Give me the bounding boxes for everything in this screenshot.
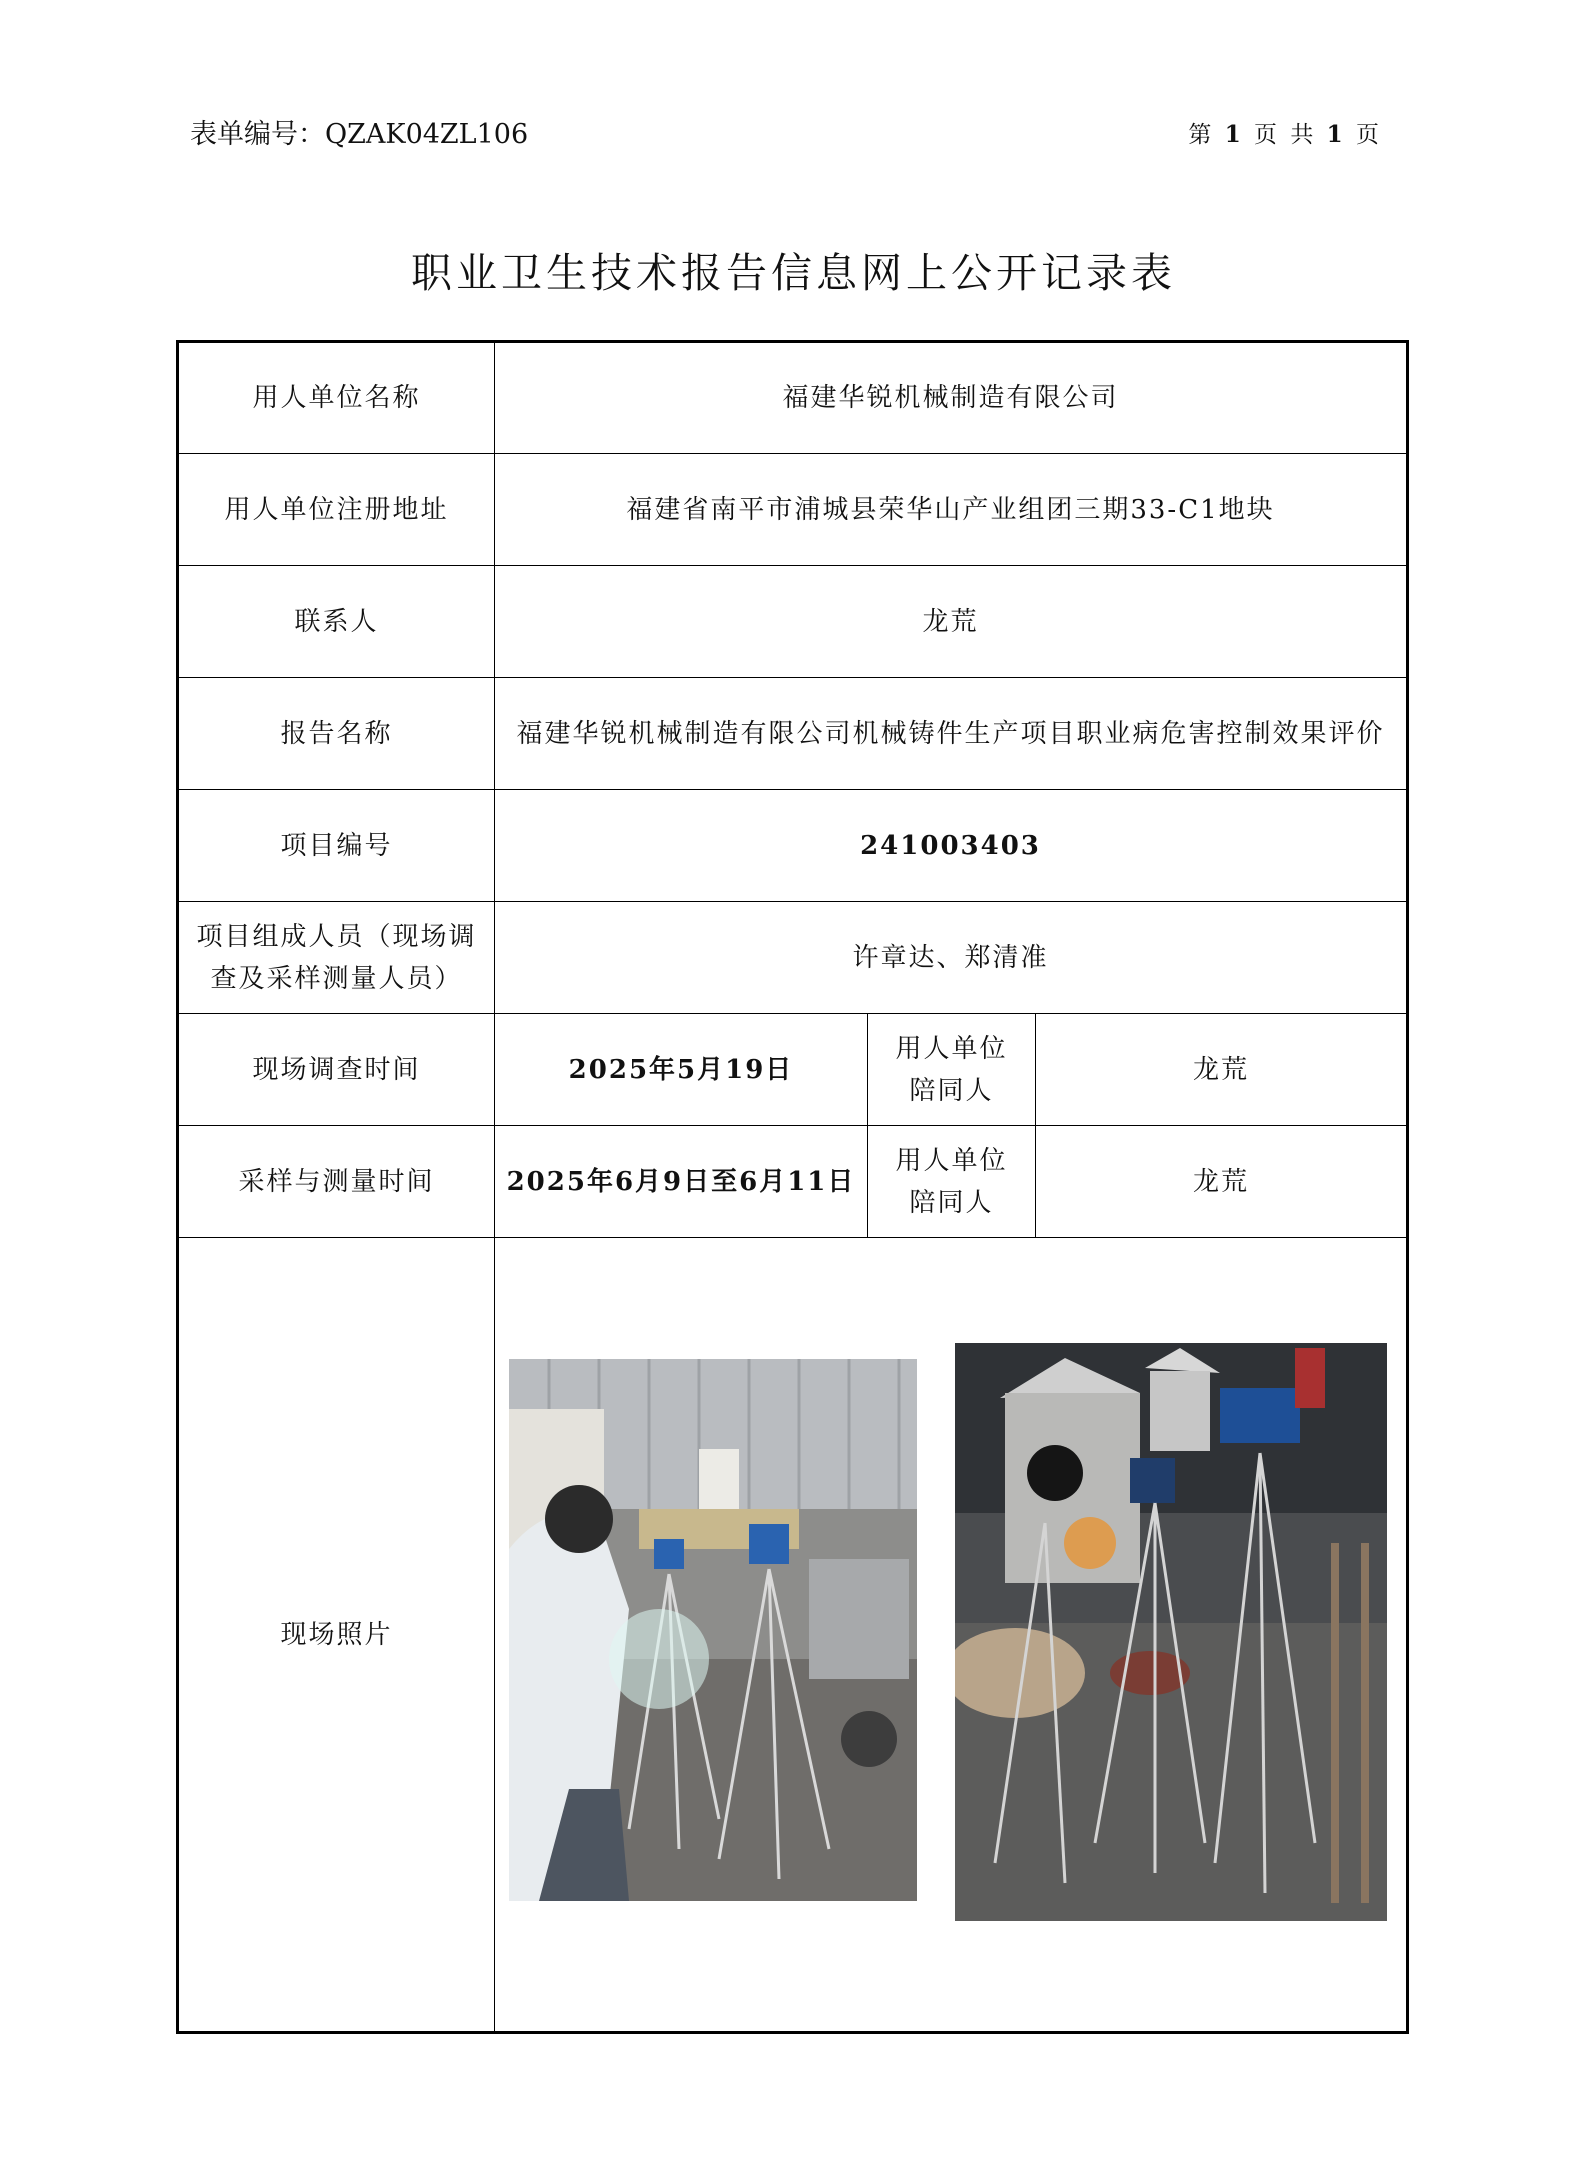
page-current: 1	[1224, 121, 1244, 148]
project-no-value: 241003403	[495, 790, 1408, 902]
table-row	[178, 790, 1408, 902]
table-row	[178, 1014, 1408, 1126]
survey-escort-value: 龙荒	[1036, 1014, 1408, 1126]
table-row	[178, 454, 1408, 566]
page-suffix: 页	[1356, 122, 1382, 148]
sampling-escort-label: 用人单位陪同人	[868, 1126, 1036, 1238]
survey-time-value: 2025年5月19日	[495, 1014, 868, 1126]
page-total: 1	[1326, 121, 1346, 148]
table-row	[178, 1238, 1408, 2033]
site-photo-1	[509, 1359, 917, 1901]
address-label: 用人单位注册地址	[178, 454, 495, 566]
sampling-time-value: 2025年6月9日至6月11日	[495, 1126, 868, 1238]
page-mid: 页 共	[1254, 122, 1317, 148]
photos-label: 现场照片	[178, 1238, 495, 2033]
form-number: 表单编号：QZAK04ZL106	[190, 119, 529, 150]
members-value: 许章达、郑清准	[495, 902, 1408, 1014]
address-value: 福建省南平市浦城县荣华山产业组团三期33-C1地块	[495, 454, 1408, 566]
report-label: 报告名称	[178, 678, 495, 790]
table-row	[178, 342, 1408, 454]
survey-escort-label: 用人单位陪同人	[868, 1014, 1036, 1126]
sampling-escort-value: 龙荒	[1036, 1126, 1408, 1238]
site-photo-2	[955, 1343, 1387, 1921]
page-title: 职业卫生技术报告信息网上公开记录表	[411, 249, 1176, 297]
sampling-time-label: 采样与测量时间	[178, 1126, 495, 1238]
table-row	[178, 1126, 1408, 1238]
report-value: 福建华锐机械制造有限公司机械铸件生产项目职业病危害控制效果评价	[495, 678, 1408, 790]
company-value: 福建华锐机械制造有限公司	[495, 342, 1408, 454]
company-label: 用人单位名称	[178, 342, 495, 454]
photos-cell	[495, 1238, 1408, 2033]
table-row	[178, 678, 1408, 790]
page-prefix: 第	[1188, 122, 1215, 148]
contact-value: 龙荒	[495, 566, 1408, 678]
survey-time-label: 现场调查时间	[178, 1014, 495, 1126]
record-table	[176, 340, 1409, 2034]
table-row	[178, 902, 1408, 1014]
table-row	[178, 566, 1408, 678]
members-label: 项目组成人员（现场调查及采样测量人员）	[178, 902, 495, 1014]
project-no-label: 项目编号	[178, 790, 495, 902]
page-indicator	[1188, 116, 1382, 149]
contact-label: 联系人	[178, 566, 495, 678]
